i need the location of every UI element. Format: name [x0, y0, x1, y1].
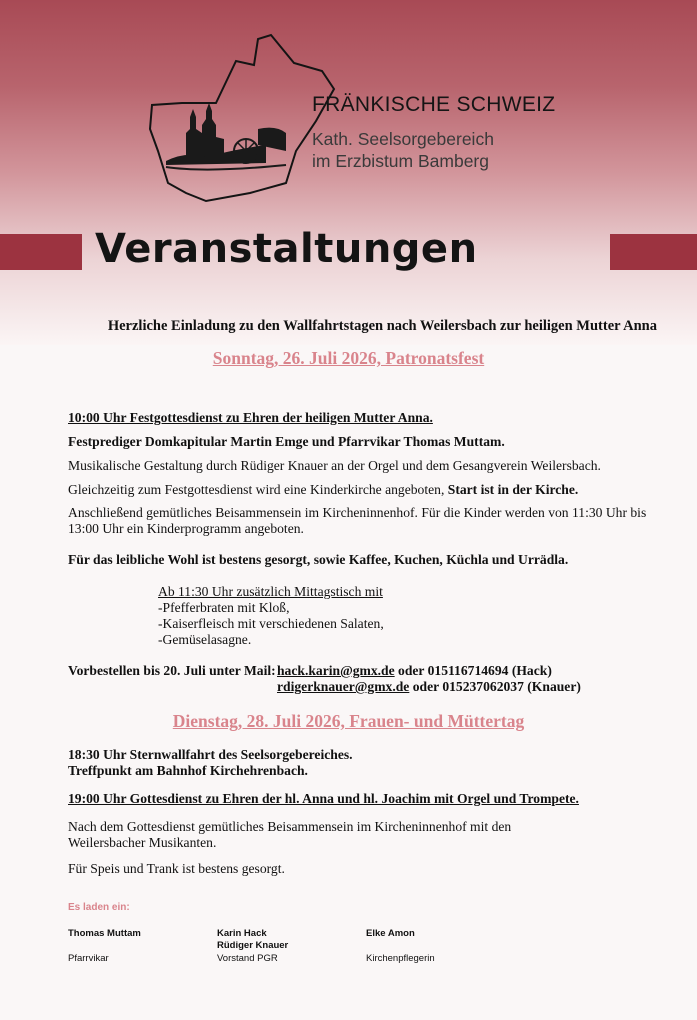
signer-name: Karin Hack: [217, 928, 267, 939]
event2-line5: Für Speis und Trank ist bestens gesorgt.: [68, 861, 285, 876]
order-mail-hack[interactable]: hack.karin@gmx.de: [277, 663, 395, 678]
order-mail-knauer[interactable]: rdigerknauer@gmx.de: [277, 679, 410, 694]
header-background: [0, 0, 697, 345]
page-title: Veranstaltungen: [95, 226, 478, 272]
event1-line2: Festprediger Domkapitular Martin Emge und Pfarrvikar Thomas Muttam.: [68, 434, 505, 449]
event1-line4: [68, 482, 578, 498]
signer-name: Elke Amon: [366, 928, 415, 939]
event1-line5b: 13:00 Uhr ein Kinderprogramm angeboten.: [68, 521, 304, 536]
order-contact-hack: hack.karin@gmx.de oder 015116714694 (Hack): [277, 663, 552, 678]
title-band-right: [610, 234, 697, 270]
order-label: Vorbestellen bis 20. Juli unter Mail:: [68, 663, 276, 678]
event1-line3: Musikalische Gestaltung durch Rüdiger Knauer an der Orgel und dem Gesangverein Weilersbach.: [68, 458, 601, 473]
signer-role: Pfarrvikar: [68, 953, 109, 964]
intro-text: Herzliche Einladung zu den Wallfahrtstagen nach Weilersbach zur heiligen Mutter Anna: [107, 318, 657, 334]
event2-line4b: Weilersbacher Musikanten.: [68, 835, 217, 850]
signer-name-second: Rüdiger Knauer: [217, 940, 289, 951]
brand-title: FRÄNKISCHE SCHWEIZ: [312, 93, 556, 116]
lunch-item: -Pfefferbraten mit Kloß,: [158, 600, 290, 615]
brand-subtitle-line1: Kath. Seelsorgebereich: [312, 129, 494, 149]
lunch-item: -Gemüselasagne.: [158, 632, 252, 647]
lunch-title: Ab 11:30 Uhr zusätzlich Mittagstisch mit: [158, 584, 383, 599]
lunch-item: -Kaiserfleisch mit verschiedenen Salaten,: [158, 616, 384, 631]
event1-line4-normal: Gleichzeitig zum Festgottesdienst wird eine Kinderkirche angeboten,: [68, 482, 448, 497]
brand-subtitle-line2: im Erzbistum Bamberg: [312, 151, 489, 171]
event2-line4a: Nach dem Gottesdienst gemütliches Beisammensein im Kircheninnenhof mit den: [68, 819, 512, 834]
order-contact-knauer: rdigerknauer@gmx.de oder 015237062037 (Knauer): [277, 679, 581, 694]
event1-line5a: Anschließend gemütliches Beisammensein im Kircheninnenhof. Für die Kinder werden von 11:30 Uhr bis: [68, 505, 647, 520]
signer-role: Kirchenpflegerin: [366, 953, 435, 964]
region-map-logo: [146, 33, 336, 203]
signatures-label: Es laden ein:: [68, 902, 130, 913]
signer-name: Thomas Muttam: [68, 928, 141, 939]
event1-line1: 10:00 Uhr Festgottesdienst zu Ehren der heiligen Mutter Anna.: [68, 410, 433, 425]
event1-heading: Sonntag, 26. Juli 2026, Patronatsfest: [212, 348, 485, 368]
event2-heading: Dienstag, 28. Juli 2026, Frauen- und Müttertag: [172, 711, 525, 731]
event1-line4-bold: Start ist in der Kirche.: [447, 482, 579, 497]
title-band-left: [0, 234, 82, 270]
event2-line1: 18:30 Uhr Sternwallfahrt des Seelsorgebereiches.: [68, 747, 353, 762]
brand-subtitle: [312, 128, 494, 172]
event2-line3: 19:00 Uhr Gottesdienst zu Ehren der hl. Anna und hl. Joachim mit Orgel und Trompete.: [68, 791, 579, 806]
event2-line2: Treffpunkt am Bahnhof Kirchehrenbach.: [68, 763, 308, 778]
event1-line6: Für das leibliche Wohl ist bestens gesorgt, sowie Kaffee, Kuchen, Küchla und Urrädla.: [68, 552, 569, 567]
signer-role: Vorstand PGR: [217, 953, 278, 964]
